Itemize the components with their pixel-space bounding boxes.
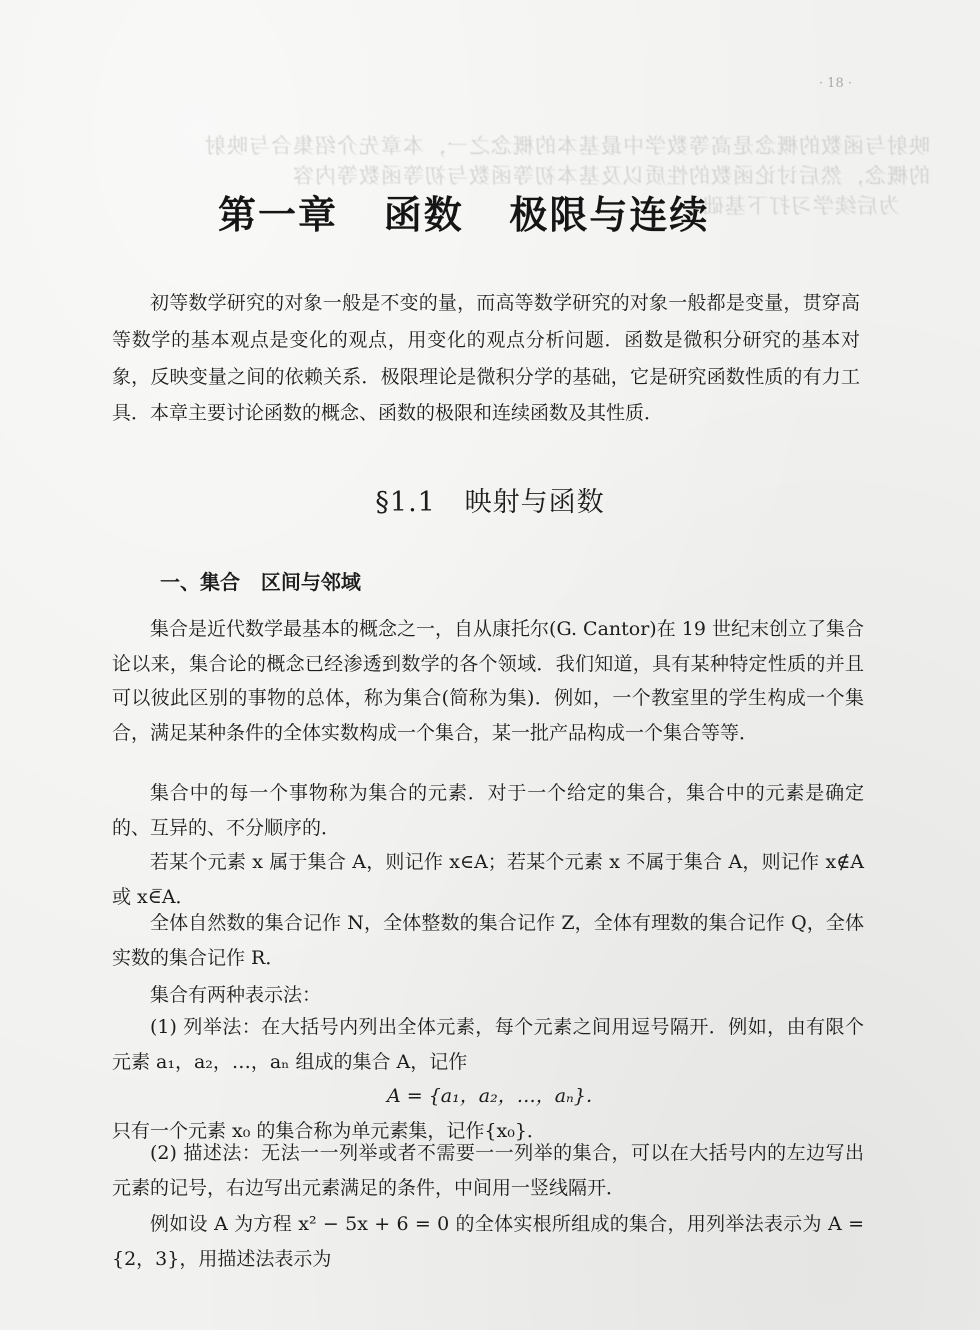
paragraph-example (112, 1207, 864, 1276)
paragraph: 集合有两种表示法： (150, 984, 322, 1006)
paragraph-enumeration-method (112, 1010, 864, 1148)
paragraph: 集合是近代数学最基本的概念之一，自从康托尔(G. Cantor)在 19 世纪末创立了集合论以来，集合论的概念已经渗透到数学的各个领域．我们知道，具有某种特定性质的并且可以彼此区别的事物的总体，称为集合(简称为集)．例如，一个教室里的学生构成一个集合，满足某种条件的全体实数构成一个集合，某一批产品构成一个集合等等． (112, 618, 864, 744)
page-number: · 18 · (818, 76, 852, 91)
paragraph-description-method (112, 1136, 864, 1205)
paragraph: 若某个元素 x 属于集合 A，则记作 x∈A；若某个元素 x 不属于集合 A，则记作 x∉A 或 x∈̅A． (112, 851, 864, 908)
section-title: §1.1 映射与函数 (375, 487, 605, 518)
bleed-through-text: 的概念，然后讨论函数的性质以及基本初等函数与初等函数等内容 (292, 164, 930, 188)
formula: A = {a₁，a₂，…，aₙ}． (387, 1085, 605, 1107)
paragraph-set-elements (112, 776, 864, 845)
bleed-through-text: 映射与函数的概念是高等数学中最基本的概念之一，本章先介绍集合与映射 (204, 134, 930, 158)
paragraph-set-definition (112, 612, 864, 750)
paragraph: (1) 列举法：在大括号内列出全体元素，每个元素之间用逗号隔开．例如，由有限个元素 a₁，a₂，…，aₙ 组成的集合 A，记作 (112, 1016, 864, 1073)
paragraph-number-sets (112, 906, 864, 975)
chapter-title: 第一章 函数 极限与连续 (218, 193, 710, 237)
paragraph: 全体自然数的集合记作 N，全体整数的集合记作 Z，全体有理数的集合记作 Q，全体实数的集合记作 R． (112, 912, 864, 969)
paragraph-membership (112, 845, 864, 914)
paragraph: (2) 描述法：无法一一列举或者不需要一一列举的集合，可以在大括号内的左边写出元素的记号，右边写出元素满足的条件，中间用一竖线隔开． (112, 1142, 864, 1199)
bleed-through-text: 为后续学习打下基础 (702, 194, 900, 218)
subsection-heading: 一、集合 区间与邻域 (160, 570, 361, 594)
paragraph: 例如设 A 为方程 x² − 5x + 6 = 0 的全体实根所组成的集合，用列举法表示为 A = {2，3}，用描述法表示为 (112, 1213, 864, 1270)
paragraph: 集合中的每一个事物称为集合的元素．对于一个给定的集合，集合中的元素是确定的、互异的、不分顺序的． (112, 782, 864, 839)
paragraph: 只有一个元素 x₀ 的集合称为单元素集，记作{x₀}． (112, 1119, 546, 1142)
paragraph-representation (112, 978, 864, 1013)
chapter-intro: 初等数学研究的对象一般是不变的量，而高等数学研究的对象一般都是变量，贯穿高等数学的基本观点是变化的观点，用变化的观点分析问题．函数是微积分研究的基本对象，反映变量之间的依赖关系．极限理论是微积分学的基础，它是研究函数性质的有力工具．本章主要讨论函数的概念、函数的极限和连续函数及其性质． (112, 292, 860, 425)
